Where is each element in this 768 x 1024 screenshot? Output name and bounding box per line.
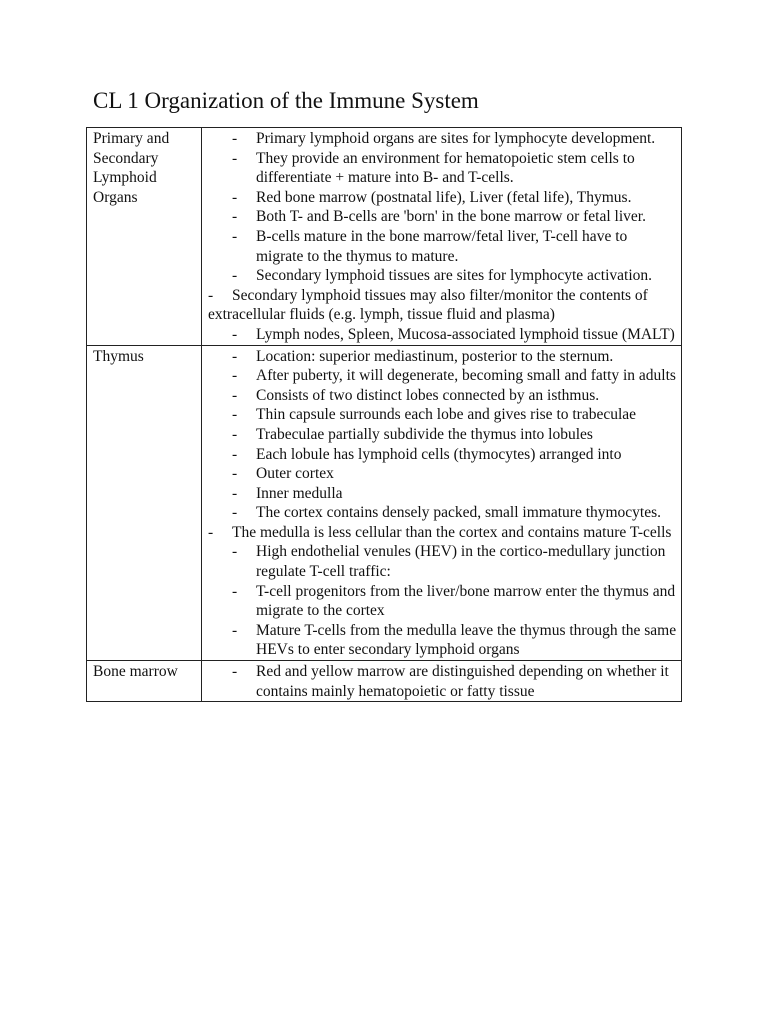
point-text: They provide an environment for hematopoietic stem cells to differentiate + mature into B- and T-cells. <box>256 149 635 187</box>
point-text: Outer cortex <box>256 465 334 483</box>
bullet-dash: - <box>232 582 238 600</box>
topic-cell: Primary and Secondary Lymphoid Organs <box>87 128 202 346</box>
bullet-dash: - <box>208 523 214 541</box>
points-cell <box>202 345 682 661</box>
list-item <box>232 542 677 581</box>
list-item <box>232 386 677 406</box>
bullet-dash: - <box>232 543 238 561</box>
points-cell <box>202 661 682 702</box>
list-item <box>232 425 677 445</box>
table-row <box>87 345 682 661</box>
bullet-dash: - <box>232 149 238 167</box>
point-text: The cortex contains densely packed, small immature thymocytes. <box>256 504 662 522</box>
point-text: Location: superior mediastinum, posterior to the sternum. <box>256 347 614 365</box>
bullet-dash: - <box>232 227 238 245</box>
list-item <box>208 523 677 543</box>
bullet-dash: - <box>232 367 238 385</box>
point-text: Thin capsule surrounds each lobe and gives rise to trabeculae <box>256 406 637 424</box>
list-item <box>232 207 677 227</box>
point-text: Red bone marrow (postnatal life), Liver (fetal life), Thymus. <box>256 188 632 206</box>
bullet-dash: - <box>232 484 238 502</box>
points-cell <box>202 128 682 346</box>
notes-table <box>86 127 682 702</box>
bullet-dash: - <box>232 406 238 424</box>
bullet-dash: - <box>232 130 238 147</box>
point-text: Secondary lymphoid tissues may also filter/monitor the contents of extracellular fluids (e.g. lymph, tissue fluid and plasma) <box>208 286 648 324</box>
document-title: CL 1 Organization of the Immune System <box>93 88 479 113</box>
point-text: The medulla is less cellular than the cortex and contains mature T-cells <box>232 523 672 541</box>
topic-cell: Bone marrow <box>87 661 202 702</box>
list-item <box>232 464 677 484</box>
point-text: Mature T-cells from the medulla leave the thymus through the same HEVs to enter secondary lymphoid organs <box>256 621 677 659</box>
point-text: B-cells mature in the bone marrow/fetal liver, T-cell have to migrate to the thymus to mature. <box>256 227 628 265</box>
list-item <box>208 286 677 325</box>
topic-cell: Thymus <box>87 345 202 661</box>
list-item <box>232 503 677 523</box>
point-text: Secondary lymphoid tissues are sites for lymphocyte activation. <box>256 267 653 285</box>
point-text: Lymph nodes, Spleen, Mucosa-associated lymphoid tissue (MALT) <box>256 325 675 343</box>
list-item <box>232 445 677 465</box>
bullet-dash: - <box>232 663 238 681</box>
list-item <box>232 347 677 367</box>
list-item <box>232 405 677 425</box>
bullet-dash: - <box>208 286 214 304</box>
list-item <box>232 484 677 504</box>
list-item <box>232 582 677 621</box>
table-row <box>87 661 682 702</box>
bullet-dash: - <box>232 347 238 365</box>
point-text: Red and yellow marrow are distinguished depending on whether it contains mainly hematopoietic or fatty tissue <box>256 663 669 700</box>
point-text: Each lobule has lymphoid cells (thymocytes) arranged into <box>256 445 622 463</box>
list-item <box>232 188 677 208</box>
point-text: Primary lymphoid organs are sites for lymphocyte development. <box>256 130 656 147</box>
list-item <box>232 325 677 345</box>
bullet-dash: - <box>232 465 238 483</box>
point-text: Consists of two distinct lobes connected by an isthmus. <box>256 386 600 404</box>
list-item <box>232 662 677 701</box>
list-item <box>232 266 677 286</box>
point-list <box>208 129 677 345</box>
point-list <box>232 662 677 701</box>
list-item <box>232 129 677 149</box>
bullet-dash: - <box>232 445 238 463</box>
bullet-dash: - <box>232 325 238 343</box>
point-text: After puberty, it will degenerate, becoming small and fatty in adults <box>256 367 676 385</box>
table-row <box>87 128 682 346</box>
point-text: T-cell progenitors from the liver/bone marrow enter the thymus and migrate to the cortex <box>256 582 676 620</box>
list-item <box>232 149 677 188</box>
bullet-dash: - <box>232 386 238 404</box>
bullet-dash: - <box>232 208 238 226</box>
point-list <box>208 347 677 661</box>
notes-table-body <box>87 128 682 702</box>
list-item <box>232 366 677 386</box>
list-item <box>232 621 677 660</box>
bullet-dash: - <box>232 425 238 443</box>
bullet-dash: - <box>232 504 238 522</box>
point-text: Both T- and B-cells are 'born' in the bone marrow or fetal liver. <box>256 208 646 226</box>
point-text: Trabeculae partially subdivide the thymus into lobules <box>256 425 593 443</box>
bullet-dash: - <box>232 188 238 206</box>
bullet-dash: - <box>232 621 238 639</box>
point-text: Inner medulla <box>256 484 343 502</box>
point-text: High endothelial venules (HEV) in the cortico-medullary junction regulate T-cell traffic: <box>256 543 666 581</box>
list-item <box>232 227 677 266</box>
bullet-dash: - <box>232 267 238 285</box>
